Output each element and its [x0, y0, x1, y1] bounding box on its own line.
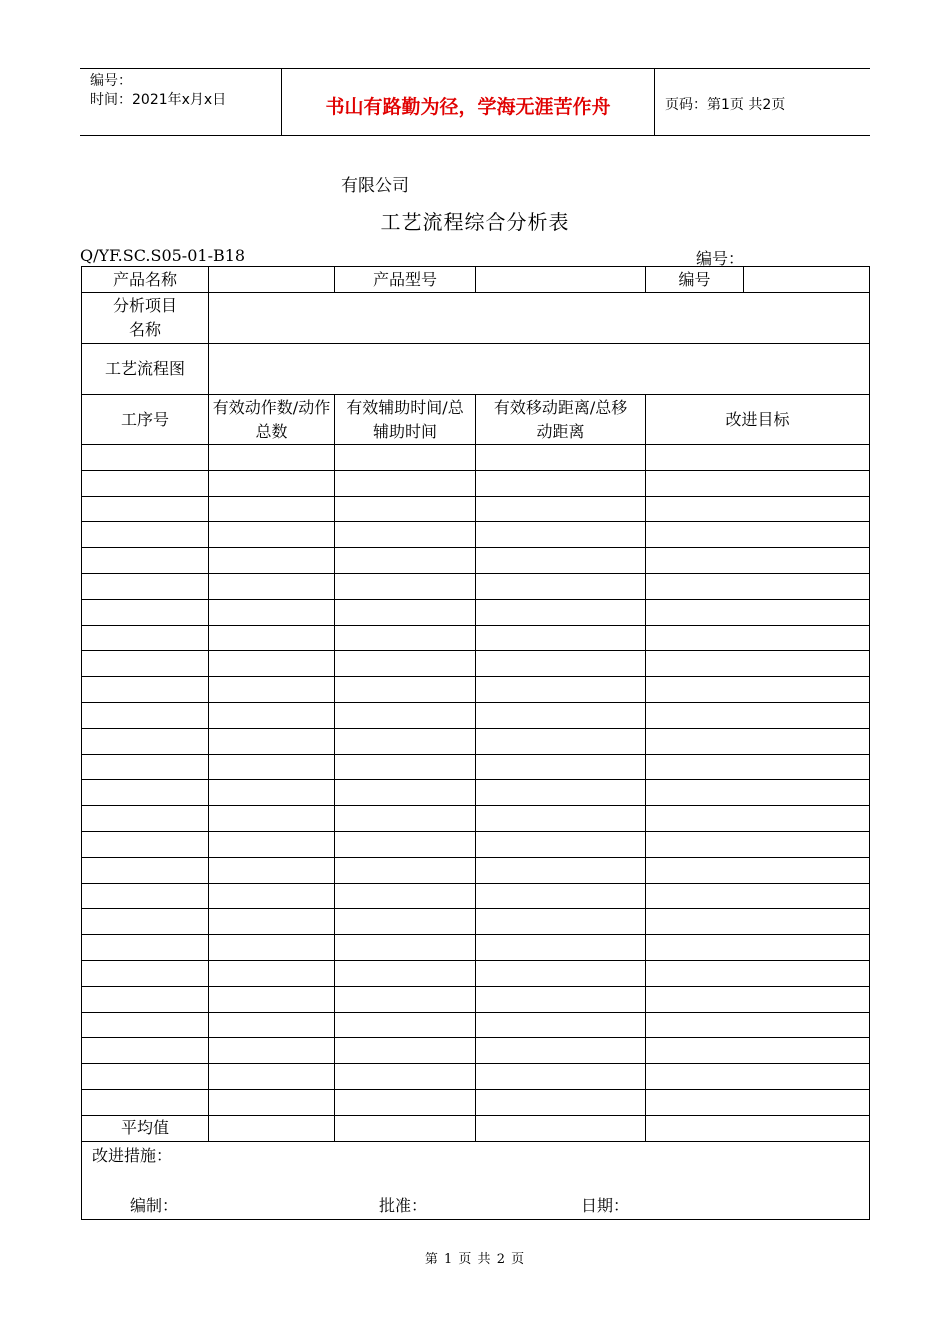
col-header-actions: 有效动作数/动作总数: [209, 395, 335, 445]
table-cell[interactable]: [82, 909, 209, 935]
table-cell[interactable]: [476, 1064, 646, 1090]
table-cell[interactable]: [476, 702, 646, 728]
table-cell[interactable]: [476, 754, 646, 780]
table-row: [82, 754, 870, 780]
table-cell[interactable]: [82, 599, 209, 625]
table-cell[interactable]: [209, 935, 335, 961]
table-cell[interactable]: [209, 599, 335, 625]
table-cell[interactable]: [209, 522, 335, 548]
table-cell[interactable]: [646, 857, 870, 883]
table-cell[interactable]: [646, 1064, 870, 1090]
average-cell[interactable]: [335, 1115, 476, 1141]
table-cell[interactable]: [335, 806, 476, 832]
table-cell[interactable]: [335, 573, 476, 599]
table-cell[interactable]: [335, 883, 476, 909]
table-cell[interactable]: [476, 677, 646, 703]
table-row: [82, 960, 870, 986]
table-row: [82, 728, 870, 754]
table-row: [82, 780, 870, 806]
table-row: [82, 522, 870, 548]
table-cell[interactable]: [335, 522, 476, 548]
table-cell[interactable]: [209, 573, 335, 599]
table-cell[interactable]: [82, 857, 209, 883]
table-cell[interactable]: [335, 651, 476, 677]
table-cell[interactable]: [82, 780, 209, 806]
table-cell[interactable]: [476, 625, 646, 651]
header-bottom-rule: [80, 135, 870, 136]
table-cell[interactable]: [646, 1038, 870, 1064]
table-cell[interactable]: [476, 986, 646, 1012]
analysis-item-label: 分析项目名称: [82, 293, 209, 344]
average-cell[interactable]: [646, 1115, 870, 1141]
table-cell[interactable]: [209, 806, 335, 832]
table-cell[interactable]: [335, 445, 476, 471]
footer-row: [82, 1141, 870, 1219]
table-row: [82, 1064, 870, 1090]
table-cell[interactable]: [646, 831, 870, 857]
table-row: [82, 935, 870, 961]
table-cell[interactable]: [646, 677, 870, 703]
table-cell[interactable]: [646, 702, 870, 728]
table-cell[interactable]: [209, 496, 335, 522]
table-cell[interactable]: [209, 857, 335, 883]
edit-label: 编制：: [130, 1195, 179, 1215]
table-row: [82, 445, 870, 471]
table-cell[interactable]: [209, 625, 335, 651]
process-chart-value[interactable]: [209, 344, 870, 395]
page-footer: 第 1 页 共 2 页: [424, 1252, 526, 1267]
table-cell[interactable]: [476, 883, 646, 909]
info-row: [82, 267, 870, 293]
table-cell[interactable]: [209, 986, 335, 1012]
table-cell[interactable]: [209, 960, 335, 986]
table-cell[interactable]: [335, 496, 476, 522]
table-row: [82, 857, 870, 883]
table-cell[interactable]: [646, 986, 870, 1012]
table-cell[interactable]: [646, 883, 870, 909]
table-cell[interactable]: [476, 780, 646, 806]
table-cell[interactable]: [646, 1089, 870, 1115]
table-cell[interactable]: [476, 806, 646, 832]
table-cell[interactable]: [476, 728, 646, 754]
table-cell[interactable]: [476, 909, 646, 935]
table-cell[interactable]: [476, 496, 646, 522]
table-cell[interactable]: [335, 986, 476, 1012]
col-header-target: 改进目标: [646, 395, 870, 445]
table-cell[interactable]: [335, 599, 476, 625]
table-cell[interactable]: [82, 702, 209, 728]
table-cell[interactable]: [476, 960, 646, 986]
header-number-label: 编号：: [90, 73, 132, 89]
table-cell[interactable]: [82, 960, 209, 986]
number-value[interactable]: [744, 267, 870, 293]
table-cell[interactable]: [476, 445, 646, 471]
table-cell[interactable]: [82, 1012, 209, 1038]
column-header-row: [82, 395, 870, 445]
table-cell[interactable]: [82, 986, 209, 1012]
table-cell[interactable]: [209, 677, 335, 703]
table-cell[interactable]: [335, 909, 476, 935]
table-cell[interactable]: [335, 728, 476, 754]
table-cell[interactable]: [335, 831, 476, 857]
document-code: Q/YF.SC.S05-01-B18: [80, 246, 246, 265]
table-cell[interactable]: [209, 1038, 335, 1064]
header-motto: 书山有路勤为径，学海无涯苦作舟: [325, 96, 611, 118]
table-cell[interactable]: [82, 728, 209, 754]
table-cell[interactable]: [646, 496, 870, 522]
table-cell[interactable]: [646, 522, 870, 548]
table-cell[interactable]: [646, 728, 870, 754]
table-row: [82, 883, 870, 909]
table-cell[interactable]: [209, 883, 335, 909]
table-cell[interactable]: [82, 470, 209, 496]
product-name-value[interactable]: [209, 267, 335, 293]
table-cell[interactable]: [335, 470, 476, 496]
col-header-move-distance: 有效移动距离/总移动距离: [476, 395, 646, 445]
table-cell[interactable]: [82, 935, 209, 961]
average-label: 平均值: [82, 1115, 209, 1141]
table-cell[interactable]: [476, 1038, 646, 1064]
table-cell[interactable]: [209, 470, 335, 496]
table-cell[interactable]: [476, 573, 646, 599]
data-rows: [82, 445, 870, 1116]
table-cell[interactable]: [476, 857, 646, 883]
table-cell[interactable]: [646, 573, 870, 599]
table-cell[interactable]: [476, 599, 646, 625]
table-cell[interactable]: [335, 1064, 476, 1090]
company-name: 有限公司: [341, 176, 409, 196]
table-cell[interactable]: [335, 857, 476, 883]
footer-cell: [82, 1141, 870, 1219]
header-left: [90, 72, 226, 110]
table-row: [82, 651, 870, 677]
table-row: [82, 1089, 870, 1115]
table-cell[interactable]: [209, 702, 335, 728]
table-cell[interactable]: [335, 702, 476, 728]
table-cell[interactable]: [209, 1012, 335, 1038]
table-cell[interactable]: [82, 1064, 209, 1090]
table-row: [82, 1038, 870, 1064]
col-header-process-no: 工序号: [82, 395, 209, 445]
table-cell[interactable]: [476, 470, 646, 496]
table-cell[interactable]: [82, 831, 209, 857]
table-cell[interactable]: [476, 1012, 646, 1038]
table-cell[interactable]: [335, 1038, 476, 1064]
table-cell[interactable]: [646, 548, 870, 574]
document-title: 工艺流程综合分析表: [380, 210, 570, 234]
table-cell[interactable]: [646, 1012, 870, 1038]
table-cell[interactable]: [476, 935, 646, 961]
header-top-rule: [80, 68, 870, 69]
col-header-aux-time: 有效辅助时间/总辅助时间: [335, 395, 476, 445]
table-cell[interactable]: [209, 909, 335, 935]
table-row: [82, 599, 870, 625]
number-label: 编号: [646, 267, 744, 293]
table-row: [82, 573, 870, 599]
average-cell[interactable]: [476, 1115, 646, 1141]
table-cell[interactable]: [476, 831, 646, 857]
process-chart-row: [82, 344, 870, 395]
table-cell[interactable]: [209, 445, 335, 471]
table-cell[interactable]: [82, 806, 209, 832]
table-cell[interactable]: [476, 1089, 646, 1115]
table-cell[interactable]: [209, 780, 335, 806]
table-cell[interactable]: [335, 677, 476, 703]
table-cell[interactable]: [82, 522, 209, 548]
table-cell[interactable]: [335, 548, 476, 574]
table-cell[interactable]: [82, 1038, 209, 1064]
table-cell[interactable]: [209, 728, 335, 754]
table-row: [82, 909, 870, 935]
table-cell[interactable]: [646, 935, 870, 961]
table-cell[interactable]: [335, 1089, 476, 1115]
product-model-value[interactable]: [476, 267, 646, 293]
table-cell[interactable]: [209, 1064, 335, 1090]
table-cell[interactable]: [646, 909, 870, 935]
table-cell[interactable]: [335, 1012, 476, 1038]
table-cell[interactable]: [82, 548, 209, 574]
table-cell[interactable]: [209, 548, 335, 574]
table-cell[interactable]: [82, 651, 209, 677]
table-cell[interactable]: [646, 445, 870, 471]
average-cell[interactable]: [209, 1115, 335, 1141]
table-cell[interactable]: [335, 754, 476, 780]
table-row: [82, 470, 870, 496]
table-cell[interactable]: [646, 780, 870, 806]
average-row: [82, 1115, 870, 1141]
table-cell[interactable]: [82, 677, 209, 703]
table-cell[interactable]: [82, 1089, 209, 1115]
table-cell[interactable]: [476, 651, 646, 677]
analysis-table: [81, 266, 870, 1220]
document-number-label: 编号：: [696, 249, 745, 268]
table-row: [82, 496, 870, 522]
table-cell[interactable]: [82, 625, 209, 651]
table-cell[interactable]: [646, 651, 870, 677]
table-row: [82, 986, 870, 1012]
table-row: [82, 806, 870, 832]
table-cell[interactable]: [646, 806, 870, 832]
analysis-item-row: [82, 293, 870, 344]
table-row: [82, 677, 870, 703]
date-label: 日期：: [581, 1195, 630, 1215]
table-cell[interactable]: [646, 599, 870, 625]
table-cell[interactable]: [335, 625, 476, 651]
table-cell[interactable]: [646, 960, 870, 986]
analysis-item-value[interactable]: [209, 293, 870, 344]
table-cell[interactable]: [209, 754, 335, 780]
table-cell[interactable]: [209, 651, 335, 677]
table-cell[interactable]: [646, 625, 870, 651]
table-cell[interactable]: [82, 496, 209, 522]
table-cell[interactable]: [82, 883, 209, 909]
product-name-label: 产品名称: [82, 267, 209, 293]
table-cell[interactable]: [82, 573, 209, 599]
process-chart-label: 工艺流程图: [82, 344, 209, 395]
header-page-label: 页码：第1页 共2页: [665, 97, 786, 113]
table-cell[interactable]: [335, 960, 476, 986]
table-row: [82, 1012, 870, 1038]
improve-measures-label: 改进措施：: [92, 1145, 173, 1165]
table-cell[interactable]: [82, 754, 209, 780]
table-cell[interactable]: [82, 445, 209, 471]
table-row: [82, 702, 870, 728]
table-row: [82, 625, 870, 651]
table-cell[interactable]: [209, 1089, 335, 1115]
table-cell[interactable]: [209, 831, 335, 857]
table-cell[interactable]: [646, 470, 870, 496]
header-time-label: 时间：2021年x月x日: [90, 92, 227, 108]
product-model-label: 产品型号: [335, 267, 476, 293]
table-cell[interactable]: [476, 548, 646, 574]
header-divider-right: [654, 68, 655, 135]
table-cell[interactable]: [476, 522, 646, 548]
table-cell[interactable]: [335, 780, 476, 806]
table-cell[interactable]: [335, 935, 476, 961]
table-row: [82, 548, 870, 574]
table-row: [82, 831, 870, 857]
table-cell[interactable]: [646, 754, 870, 780]
approve-label: 批准：: [379, 1195, 428, 1215]
